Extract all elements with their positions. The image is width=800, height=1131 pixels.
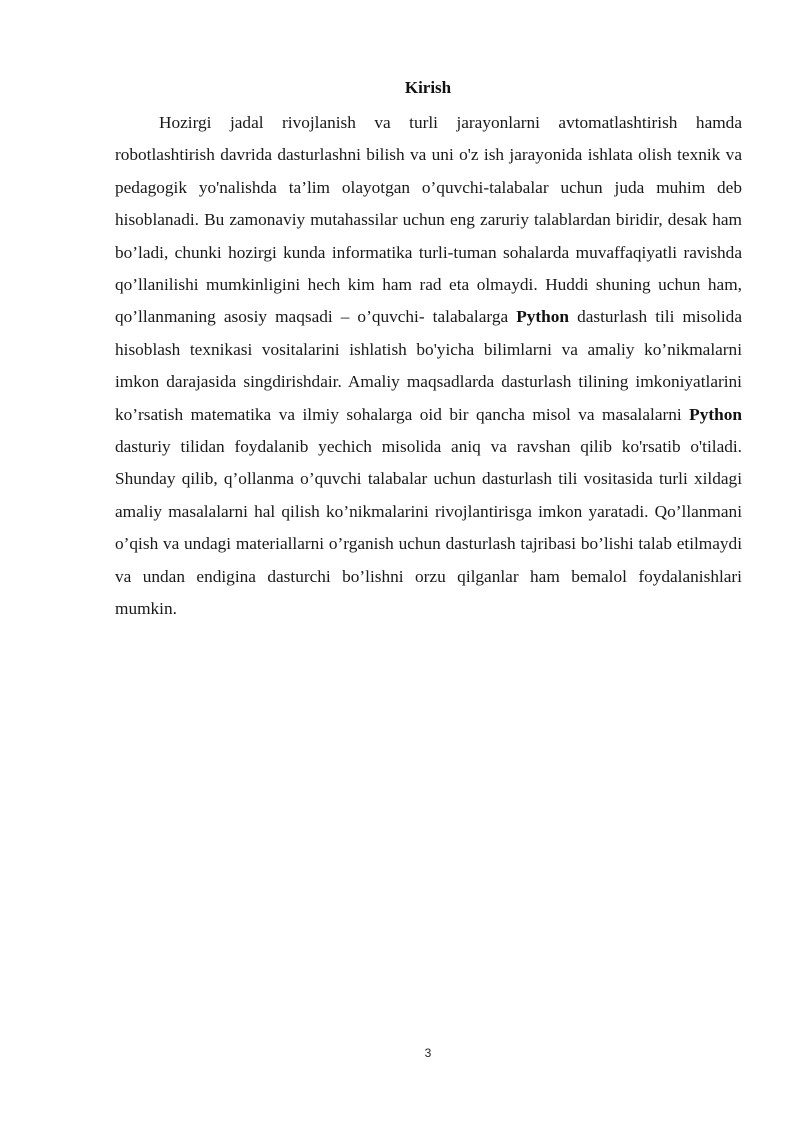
paragraph-text-part-3: dasturiy tilidan foydalanib yechich misolida aniq va ravshan qilib ko'rsatib o'tiladi. Shunday qilib, q’ollanma o’quvchi talabalar uchun dasturlash tili vositasida turli xildagi amaliy masalalarni hal qilish ko’nikmalarini rivojlantirisga imkon yaratadi. Qo’llanmani o’qish va undagi materiallarni o’rganish uchun dasturlash tajribasi bo’lishi talab etilmaydi va undan endigina dasturchi bo’lishni orzu qilganlar ham bemalol foydalanishlari mumkin. bbox=[115, 437, 742, 619]
paragraph-text-part-1: Hozirgi jadal rivojlanish va turli jarayonlarni avtomatlashtirish hamda robotlashtirish davrida dasturlashni bilish va uni o'z ish jarayonida ishlata olish texnik va pedagogik yo'nalishda ta’lim olayotgan o’quvchi-talabalar uchun juda muhim deb hisoblanadi. Bu zamonaviy mutahassilar uchun eng zaruriy talablardan biridir, desak ham bo’ladi, chunki hozirgi kunda informatika turli-tuman sohalarda muvaffaqiyatli ravishda qo’llanilishi mumkinligini hech kim ham rad eta olmaydi. Huddi shuning uchun ham, qo’llanmaning asosiy maqsadi – o’quvchi- talabalarga bbox=[115, 113, 742, 327]
page-number: 3 bbox=[424, 1046, 432, 1060]
paragraph-text-part-2: dasturlash tili misolida hisoblash texnikasi vositalarini ishlatish bo'yicha bilimlarni va amaliy ko’nikmalarni imkon darajasida singdirishdair. Amaliy maqsadlarda dasturlash tilining imkoniyatlarini ko’rsatish matematika va ilmiy sohalarga oid bir qancha misol va masalalarni bbox=[115, 307, 742, 424]
body-paragraph bbox=[115, 107, 742, 626]
python-bold-term-1: Python bbox=[516, 307, 570, 327]
section-title: Kirish bbox=[404, 78, 452, 97]
python-bold-term-2: Python bbox=[689, 404, 742, 424]
